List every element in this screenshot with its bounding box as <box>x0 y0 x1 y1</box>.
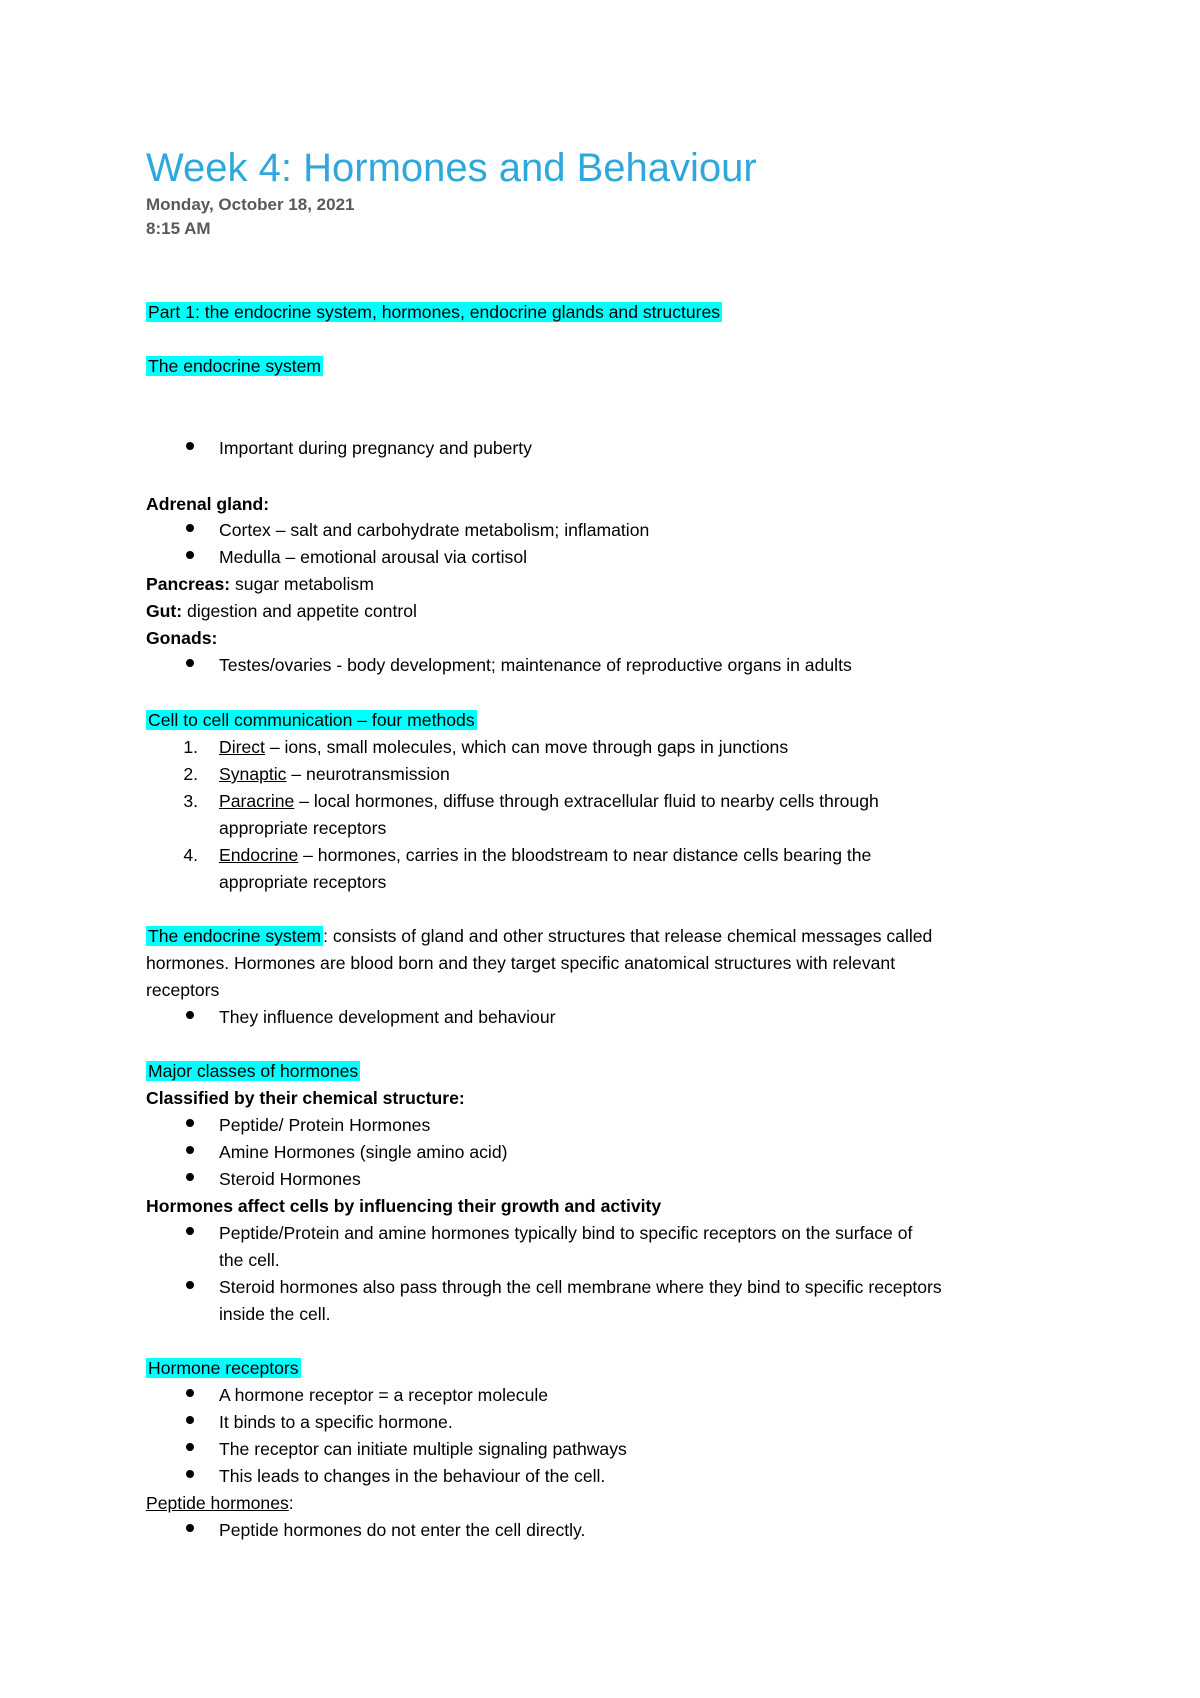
endocrine-definition-term: The endocrine system <box>148 926 322 946</box>
bullet-icon <box>186 1011 194 1019</box>
cell-comm-heading-text: Cell to cell communication – four methods <box>148 710 475 730</box>
adrenal-cortex: Cortex – salt and carbohydrate metabolism; inflamation <box>219 520 650 540</box>
pancreas-label: Pancreas: <box>146 574 231 594</box>
list-item-text: – hormones, carries in the bloodstream to near distance cells bearing the <box>298 845 872 865</box>
peptide-hormones-term: Peptide hormones <box>146 1493 289 1513</box>
list-item: A hormone receptor = a receptor molecule <box>219 1385 549 1405</box>
endocrine-definition <box>146 923 932 950</box>
major-classes-heading-text: Major classes of hormones <box>148 1061 359 1081</box>
bullet-icon <box>186 1146 194 1154</box>
bullet-icon <box>186 1443 194 1451</box>
list-item: Peptide/ Protein Hormones <box>219 1115 431 1135</box>
list-number: 4. <box>183 845 198 865</box>
gonads-label: Gonads: <box>146 628 218 648</box>
hormones-affect-heading: Hormones affect cells by influencing their growth and activity <box>146 1196 662 1216</box>
list-item-continued: the cell. <box>219 1250 280 1270</box>
adrenal-label: Adrenal gland: <box>146 494 270 514</box>
gut-label: Gut: <box>146 601 183 621</box>
list-number: 2. <box>183 764 198 784</box>
cell-comm-heading <box>146 707 477 734</box>
page-time: 8:15 AM <box>146 219 211 238</box>
pancreas-line <box>146 571 374 598</box>
list-item-text: – local hormones, diffuse through extracellular fluid to nearby cells through <box>294 791 879 811</box>
list-item-continued: appropriate receptors <box>219 818 387 838</box>
list-item-term: Direct <box>219 737 265 757</box>
list-item: Peptide hormones do not enter the cell directly. <box>219 1520 586 1540</box>
endocrine-definition-text: : consists of gland and other structures that release chemical messages called <box>323 926 933 946</box>
hormone-receptors-heading <box>146 1355 301 1382</box>
bullet-icon <box>186 551 194 559</box>
list-item: It binds to a specific hormone. <box>219 1412 453 1432</box>
endocrine-definition-line: hormones. Hormones are blood born and they target specific anatomical structures with relevant <box>146 953 896 973</box>
part1-heading-text: Part 1: the endocrine system, hormones, endocrine glands and structures <box>148 302 721 322</box>
list-item-continued: inside the cell. <box>219 1304 331 1324</box>
bullet-icon <box>186 524 194 532</box>
page-title: Week 4: Hormones and Behaviour <box>146 146 757 190</box>
peptide-hormones-label <box>146 1490 294 1517</box>
bullet-icon <box>186 1281 194 1289</box>
list-item: This leads to changes in the behaviour of the cell. <box>219 1466 606 1486</box>
list-item: The receptor can initiate multiple signaling pathways <box>219 1439 627 1459</box>
bullet-icon <box>186 659 194 667</box>
list-item <box>219 734 788 761</box>
list-item-text: – ions, small molecules, which can move through gaps in junctions <box>264 737 789 757</box>
gut-line <box>146 598 417 625</box>
major-classes-heading <box>146 1058 360 1085</box>
list-item <box>219 761 450 788</box>
bullet-icon <box>186 1227 194 1235</box>
list-number: 1. <box>183 737 198 757</box>
gut-text: digestion and appetite control <box>182 601 417 621</box>
major-classes-subheading: Classified by their chemical structure: <box>146 1088 465 1108</box>
bullet-icon <box>186 1524 194 1532</box>
endocrine-definition-line: receptors <box>146 980 220 1000</box>
list-item-continued: appropriate receptors <box>219 872 387 892</box>
endocrine-heading <box>146 353 323 380</box>
bullet-icon <box>186 1119 194 1127</box>
bullet-icon <box>186 442 194 450</box>
page-date: Monday, October 18, 2021 <box>146 195 355 214</box>
gonads-bullet: Testes/ovaries - body development; maintenance of reproductive organs in adults <box>219 655 852 675</box>
bullet-icon <box>186 1470 194 1478</box>
bullet-icon <box>186 1173 194 1181</box>
list-item <box>219 842 871 869</box>
endocrine-heading-text: The endocrine system <box>148 356 322 376</box>
list-item: Amine Hormones (single amino acid) <box>219 1142 508 1162</box>
pancreas-text: sugar metabolism <box>230 574 374 594</box>
list-item: Steroid Hormones <box>219 1169 361 1189</box>
endocrine-definition-bullet: They influence development and behaviour <box>219 1007 556 1027</box>
list-item <box>219 788 879 815</box>
list-item-text: – neurotransmission <box>286 764 450 784</box>
endocrine-bullet: Important during pregnancy and puberty <box>219 438 532 458</box>
bullet-icon <box>186 1389 194 1397</box>
adrenal-medulla: Medulla – emotional arousal via cortisol <box>219 547 528 567</box>
bullet-icon <box>186 1416 194 1424</box>
list-item-term: Synaptic <box>219 764 287 784</box>
list-number: 3. <box>183 791 198 811</box>
hormone-receptors-heading-text: Hormone receptors <box>148 1358 299 1378</box>
peptide-hormones-colon: : <box>288 1493 294 1513</box>
part1-heading <box>146 299 722 326</box>
list-item-term: Endocrine <box>219 845 299 865</box>
list-item: Peptide/Protein and amine hormones typically bind to specific receptors on the surface of <box>219 1223 913 1243</box>
list-item-term: Paracrine <box>219 791 295 811</box>
list-item: Steroid hormones also pass through the cell membrane where they bind to specific receptors <box>219 1277 942 1297</box>
